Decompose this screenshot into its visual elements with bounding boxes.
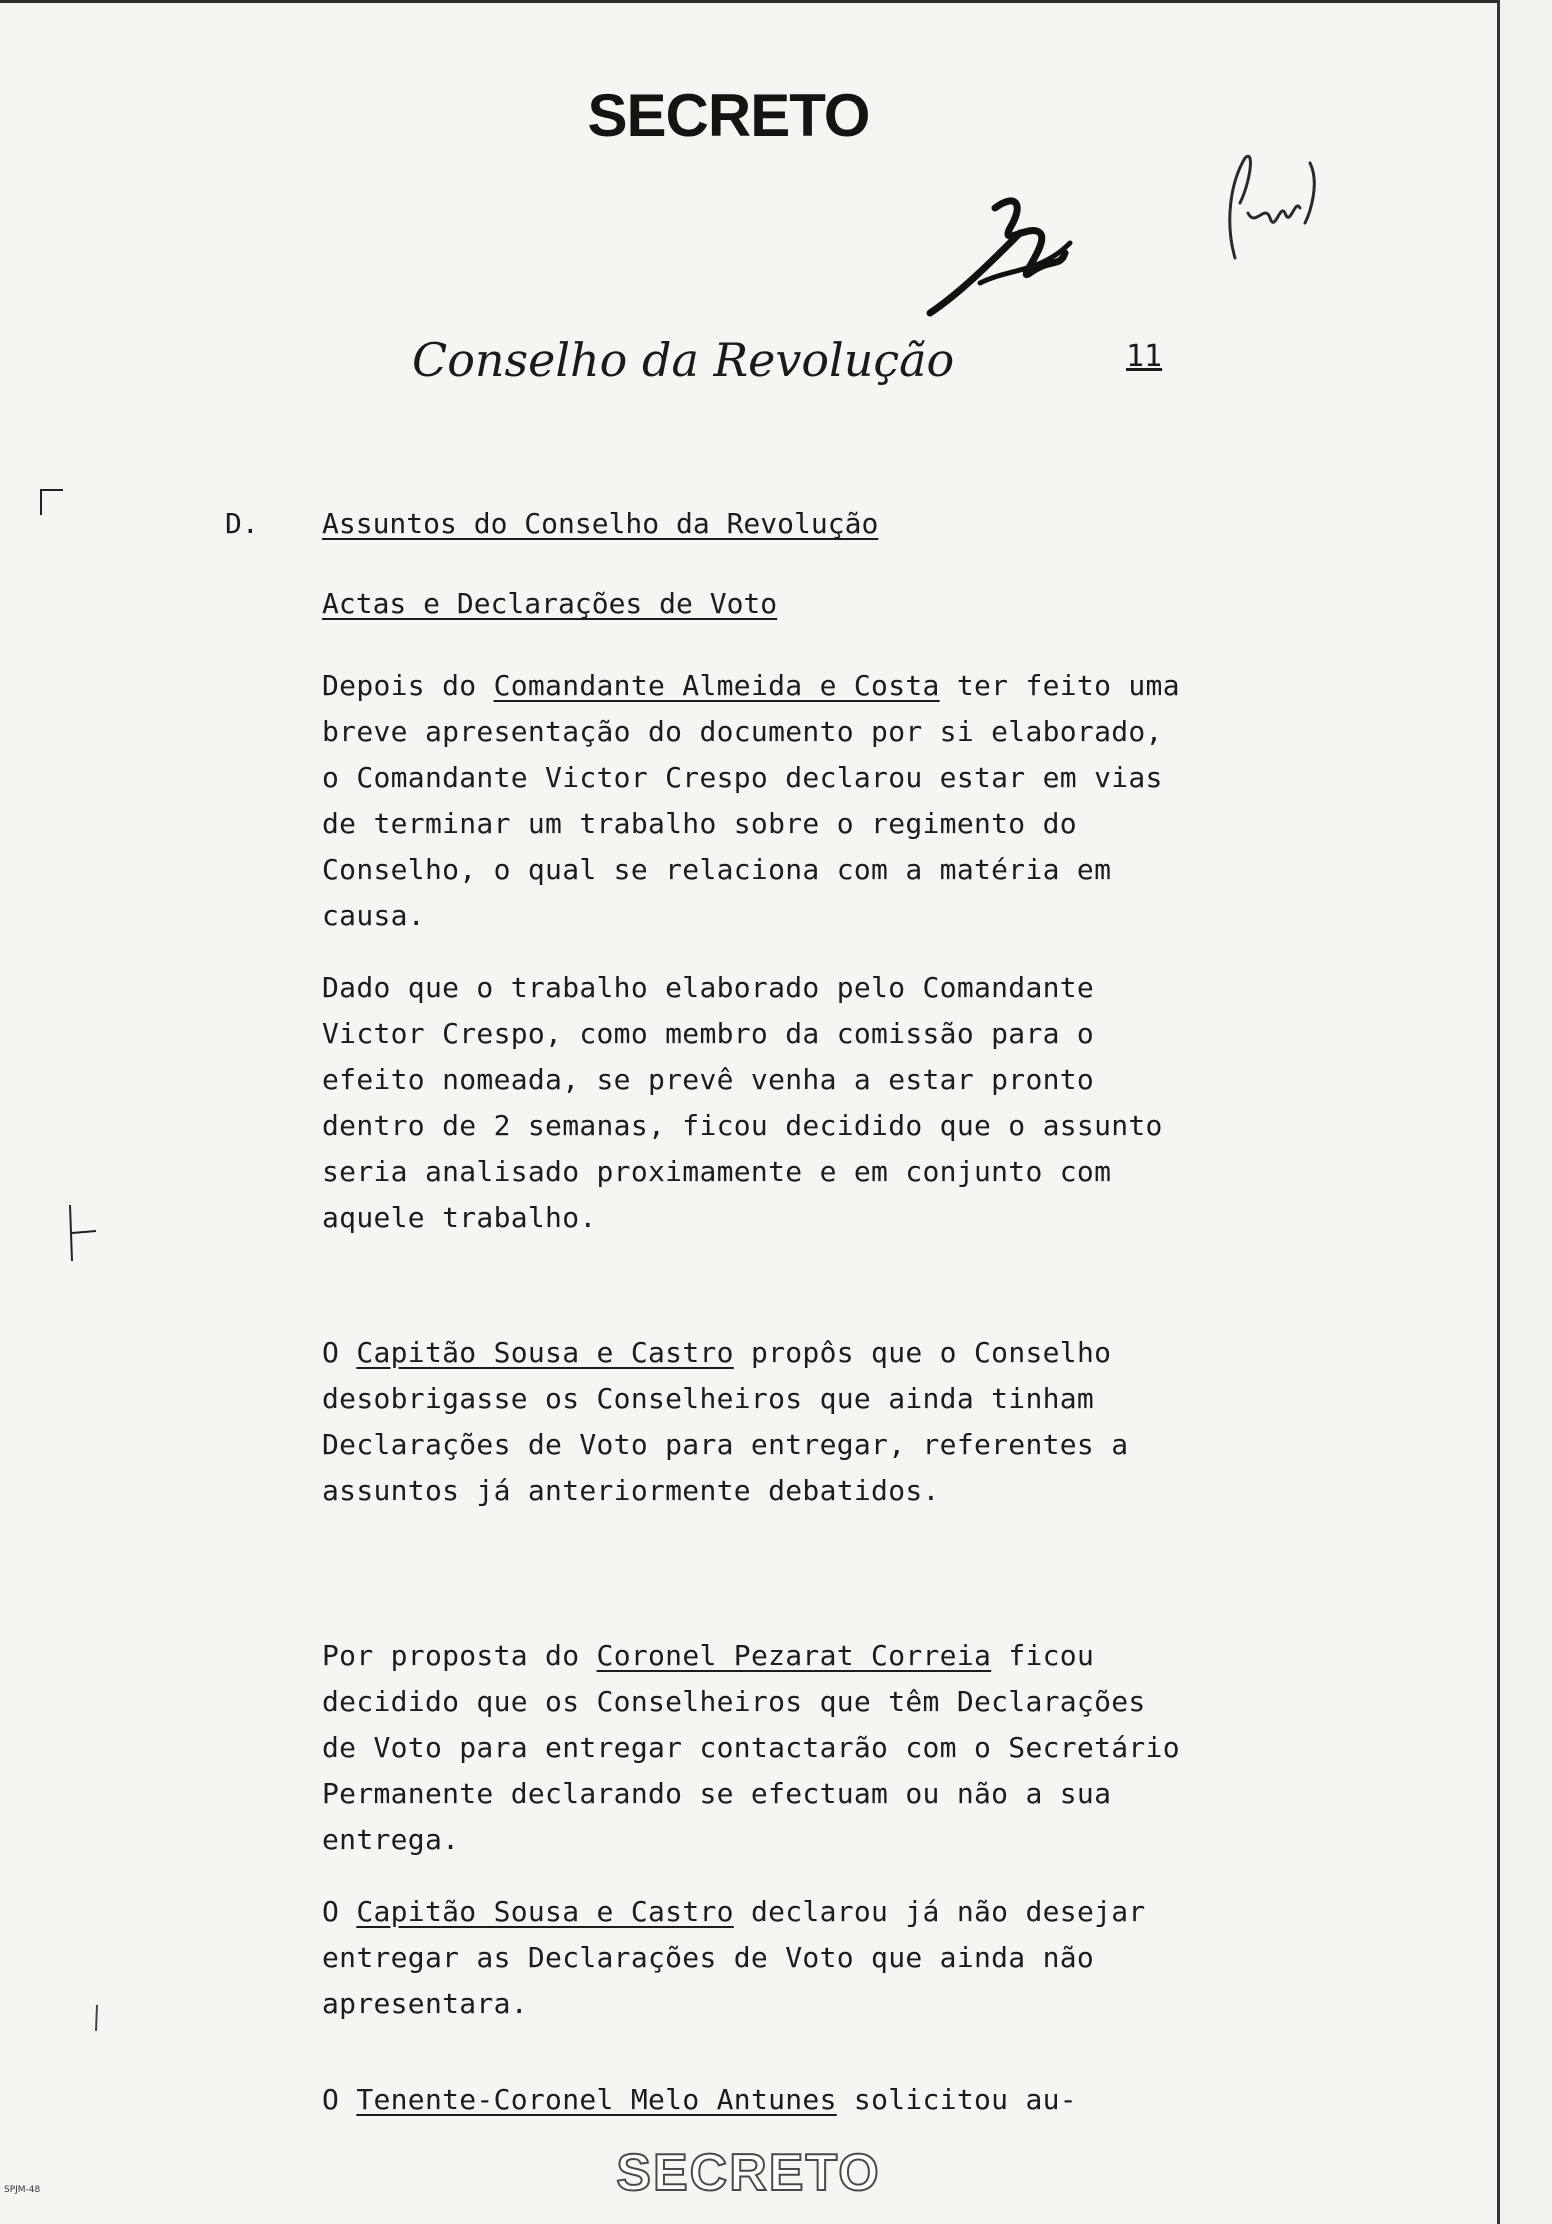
page-edge [1497, 0, 1552, 2224]
paragraph-4: Por proposta do Coronel Pezarat Correia ficou decidido que os Conselheiros que têm Declarações de Voto para entregar contactarão com o Secretário Permanente declarando se efectuam ou não a sua entrega. [322, 1639, 1180, 1856]
corner-mark [38, 487, 68, 517]
classification-stamp-bottom: SECRETO [616, 2144, 881, 2202]
person-name: Tenente-Coronel Melo Antunes [356, 2083, 837, 2116]
person-name: Capitão Sousa e Castro [356, 1336, 734, 1369]
handwritten-signature [920, 173, 1120, 323]
person-name: Comandante Almeida e Costa [493, 669, 940, 702]
section-subtitle: Actas e Declarações de Voto [322, 587, 778, 620]
person-name: Capitão Sousa e Castro [356, 1895, 734, 1928]
page-number: 11 [1126, 339, 1163, 374]
form-code: SPJM-48 [4, 2185, 41, 2195]
paragraph-2: Dado que o trabalho elaborado pelo Comandante Victor Crespo, como membro da comissão para o efeito nomeada, se prevê venha a estar pronto dentro de 2 semanas, ficou decidido que o assunto seria analisado proximamente e em conjunto com aquele trabalho. [322, 971, 1163, 1234]
paragraph-6: O Tenente-Coronel Melo Antunes solicitou au- [322, 2083, 1077, 2116]
person-name: Coronel Pezarat Correia [596, 1639, 992, 1672]
letterhead: Conselho da Revolução [412, 333, 955, 387]
handwritten-initials [1220, 143, 1330, 273]
section-title: Assuntos do Conselho da Revolução [322, 507, 879, 540]
paragraph-5: O Capitão Sousa e Castro declarou já não desejar entregar as Declarações de Voto que ainda não apresentara. [322, 1895, 1146, 2020]
paragraph-1: Depois do Comandante Almeida e Costa ter feito uma breve apresentação do documento por si elaborado, o Comandante Victor Crespo declarou estar em vias de terminar um trabalho sobre o regimento do Conselho, o qual se relaciona com a matéria em causa. [322, 669, 1180, 932]
paragraph-3: O Capitão Sousa e Castro propôs que o Conselho desobrigasse os Conselheiros que ainda tinham Declarações de Voto para entregar, referentes a assuntos já anteriormente debatidos. [322, 1336, 1129, 1507]
tick-mark [62, 1203, 102, 1263]
classification-stamp-top: SECRETO [587, 82, 870, 149]
section-letter: D. [225, 507, 259, 540]
small-mark [92, 2003, 102, 2033]
